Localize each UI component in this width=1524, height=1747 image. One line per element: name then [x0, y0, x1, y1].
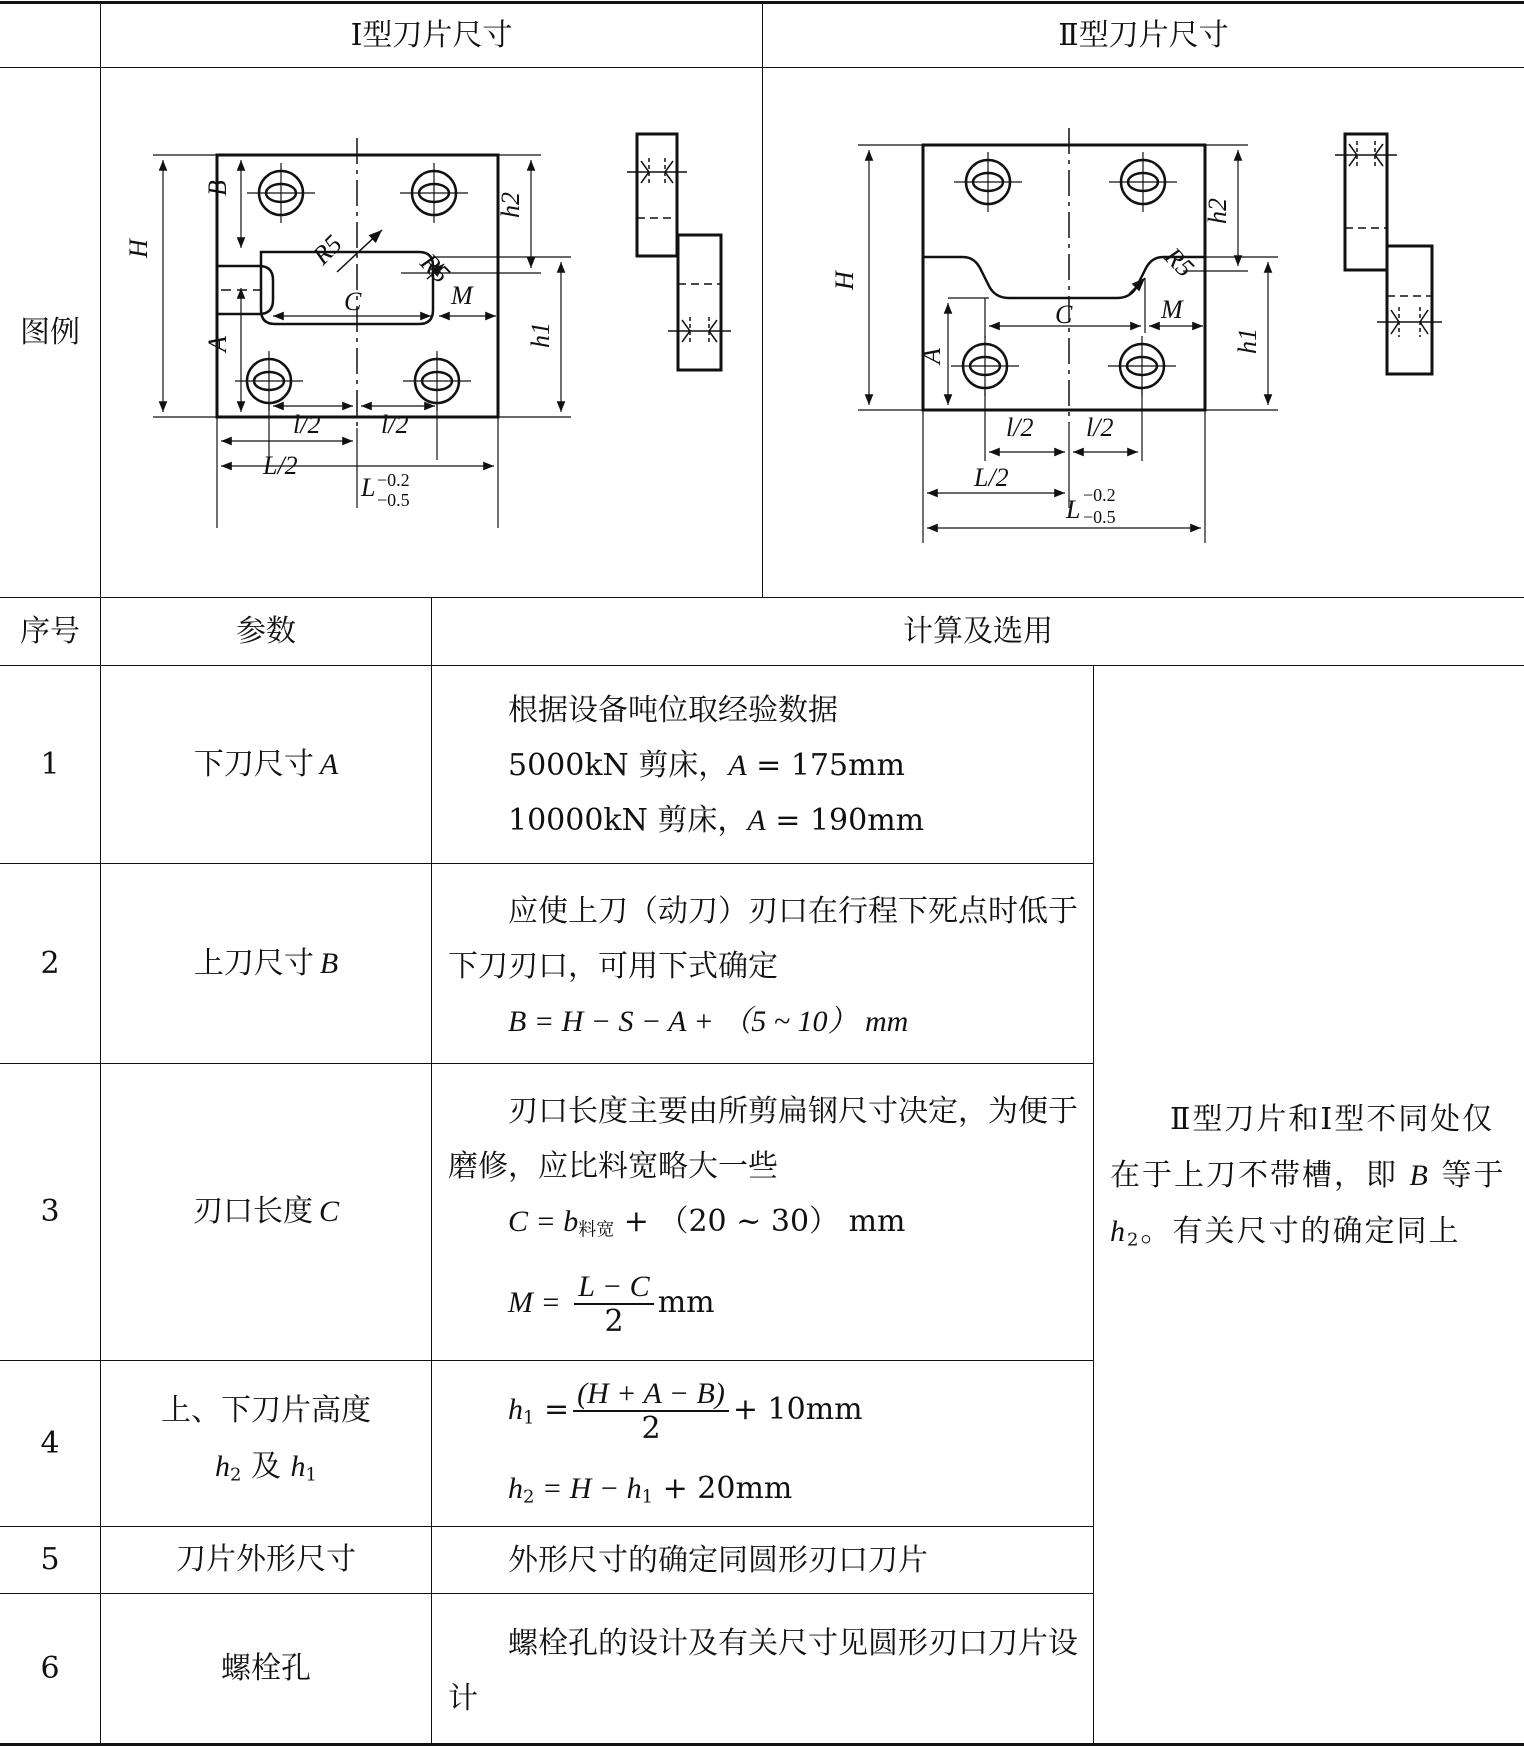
row5-parameter: 刀片外形尺寸 — [176, 1542, 356, 1577]
row1-parameter-label: 下刀尺寸 — [193, 746, 314, 782]
dim-label-H: H — [124, 239, 153, 258]
row3-parameter — [101, 1064, 431, 1360]
row3-fraction: $\frac{L - C}{2}$ — [574, 1270, 653, 1338]
type1-side-view — [627, 134, 731, 370]
row2-parameter-symbol: B — [319, 946, 339, 980]
row5-calculation — [448, 1533, 1078, 1588]
dim-label-h2: h2 — [496, 192, 525, 218]
dim-label-L-half: L/2 — [263, 451, 298, 480]
row3-formula-m: M = $\frac{L - C}{2}$ mm — [508, 1269, 715, 1339]
param-column-divider — [431, 597, 432, 1746]
row4-parameter — [101, 1361, 431, 1526]
row1-parameter-symbol: A — [319, 747, 339, 781]
dim-label-L-2: L — [1066, 495, 1081, 524]
dim-tol-lower: −0.5 — [377, 490, 410, 510]
dim-label-B: B — [203, 180, 232, 196]
dim-label-h1-2: h1 — [1233, 328, 1262, 354]
row4-parameter-line1: 上、下刀片高度 — [161, 1393, 371, 1429]
row2-number: 2 — [40, 945, 60, 981]
dim-label-l-half-left-2: l/2 — [1006, 413, 1034, 442]
type2-difference-note: Ⅱ型刀片和Ⅰ型不同处仅在于上刀不带槽，即 B 等于 $h_2$。有关尺寸的确定同上 — [1110, 1102, 1506, 1251]
row2-formula: B = H − S − A + （5 ~ 10） mm — [508, 1005, 909, 1038]
legend-label: 图例 — [20, 314, 80, 350]
type2-side-view — [1335, 134, 1442, 374]
row6-text: 螺栓孔的设计及有关尺寸见圆形刃口刀片设计 — [448, 1626, 1078, 1716]
row4-number: 4 — [40, 1425, 60, 1461]
row3-calculation — [448, 1084, 1078, 1348]
row3-parameter-symbol: C — [318, 1195, 339, 1228]
dim-label-r5-2: R5 — [1158, 241, 1200, 283]
row5-text: 外形尺寸的确定同圆形刃口刀片 — [508, 1543, 928, 1578]
row1-number: 1 — [40, 746, 60, 782]
dim-label-A-2: A — [917, 348, 946, 364]
row6-parameter: 螺栓孔 — [221, 1650, 311, 1686]
row4-formula-h2: $h_2 = H - h_1 + 20mm$ — [508, 1470, 793, 1507]
dim-label-h1: h1 — [526, 322, 555, 348]
table-bottom-border — [0, 1743, 1524, 1746]
dim-label-L: L — [361, 473, 376, 502]
row4-fraction: $\frac{(H + A - B)}{2}$ — [573, 1377, 729, 1445]
row1-line1: 根据设备吨位取经验数据 — [508, 693, 838, 728]
row1-line2: 5000kN 剪床，A = 175mm — [508, 748, 906, 783]
type2-header: Ⅱ型刀片尺寸 — [1058, 17, 1229, 53]
column-header-no: 序号 — [20, 613, 80, 649]
dim-label-C: C — [344, 287, 362, 316]
dim-label-l-half-right: l/2 — [381, 410, 409, 439]
row1-parameter — [101, 666, 431, 863]
row1-calculation — [448, 683, 1078, 848]
row2-calculation — [448, 884, 1078, 1049]
dim-label-l-half-right-2: l/2 — [1086, 413, 1114, 442]
row3-parameter-label: 刃口长度 — [192, 1194, 313, 1229]
row6-calculation — [448, 1616, 1078, 1726]
type1-header: Ⅰ型刀片尺寸 — [350, 17, 513, 53]
dim-label-l-half-left: l/2 — [293, 410, 321, 439]
type1-blade-drawing — [101, 68, 762, 597]
row3-number: 3 — [40, 1194, 60, 1229]
type2-blade-drawing — [763, 68, 1524, 597]
dim-tol-upper: −0.2 — [377, 470, 410, 490]
row4-parameter-line2: $h_2$ 及 $h_1$ — [215, 1449, 317, 1486]
dim-label-C-2: C — [1055, 300, 1073, 329]
note-column-divider — [1093, 665, 1094, 1746]
row3-text: 刃口长度主要由所剪扁钢尺寸决定，为便于磨修，应比料宽略大一些 — [448, 1094, 1078, 1184]
row2-text: 应使上刀（动刀）刃口在行程下死点时低于下刀刃口，可用下式确定 — [448, 894, 1078, 984]
row6-number: 6 — [40, 1650, 60, 1686]
dim-label-h2-2: h2 — [1203, 198, 1232, 224]
row1-line3: 10000kN 剪床，A = 190mm — [508, 803, 925, 838]
row5-number: 5 — [40, 1542, 60, 1577]
dim-tol-upper-2: −0.2 — [1083, 485, 1116, 505]
row2-parameter-label: 上刀尺寸 — [193, 945, 314, 981]
dim-label-M: M — [451, 281, 473, 310]
dim-label-H-2: H — [830, 271, 859, 290]
row2-parameter — [101, 864, 431, 1063]
dim-tol-lower-2: −0.5 — [1083, 507, 1116, 527]
column-header-calc: 计算及选用 — [903, 613, 1053, 649]
dim-label-r5-inner: R5 — [306, 229, 348, 271]
dim-label-r5-outer: R5 — [414, 247, 456, 289]
dim-label-A: A — [203, 336, 232, 352]
row4-formula-h1: $h_1$ = $\frac{(H + A - B)}{2}$ + 10mm — [508, 1377, 863, 1446]
row3-formula-c: $C = b_{料宽} + (20$ ~ 30） mm — [508, 1204, 906, 1241]
dim-label-L-half-2: L/2 — [974, 463, 1009, 492]
row4-calculation — [448, 1368, 1078, 1524]
dim-label-M-2: M — [1161, 295, 1183, 324]
column-header-param: 参数 — [236, 613, 296, 649]
